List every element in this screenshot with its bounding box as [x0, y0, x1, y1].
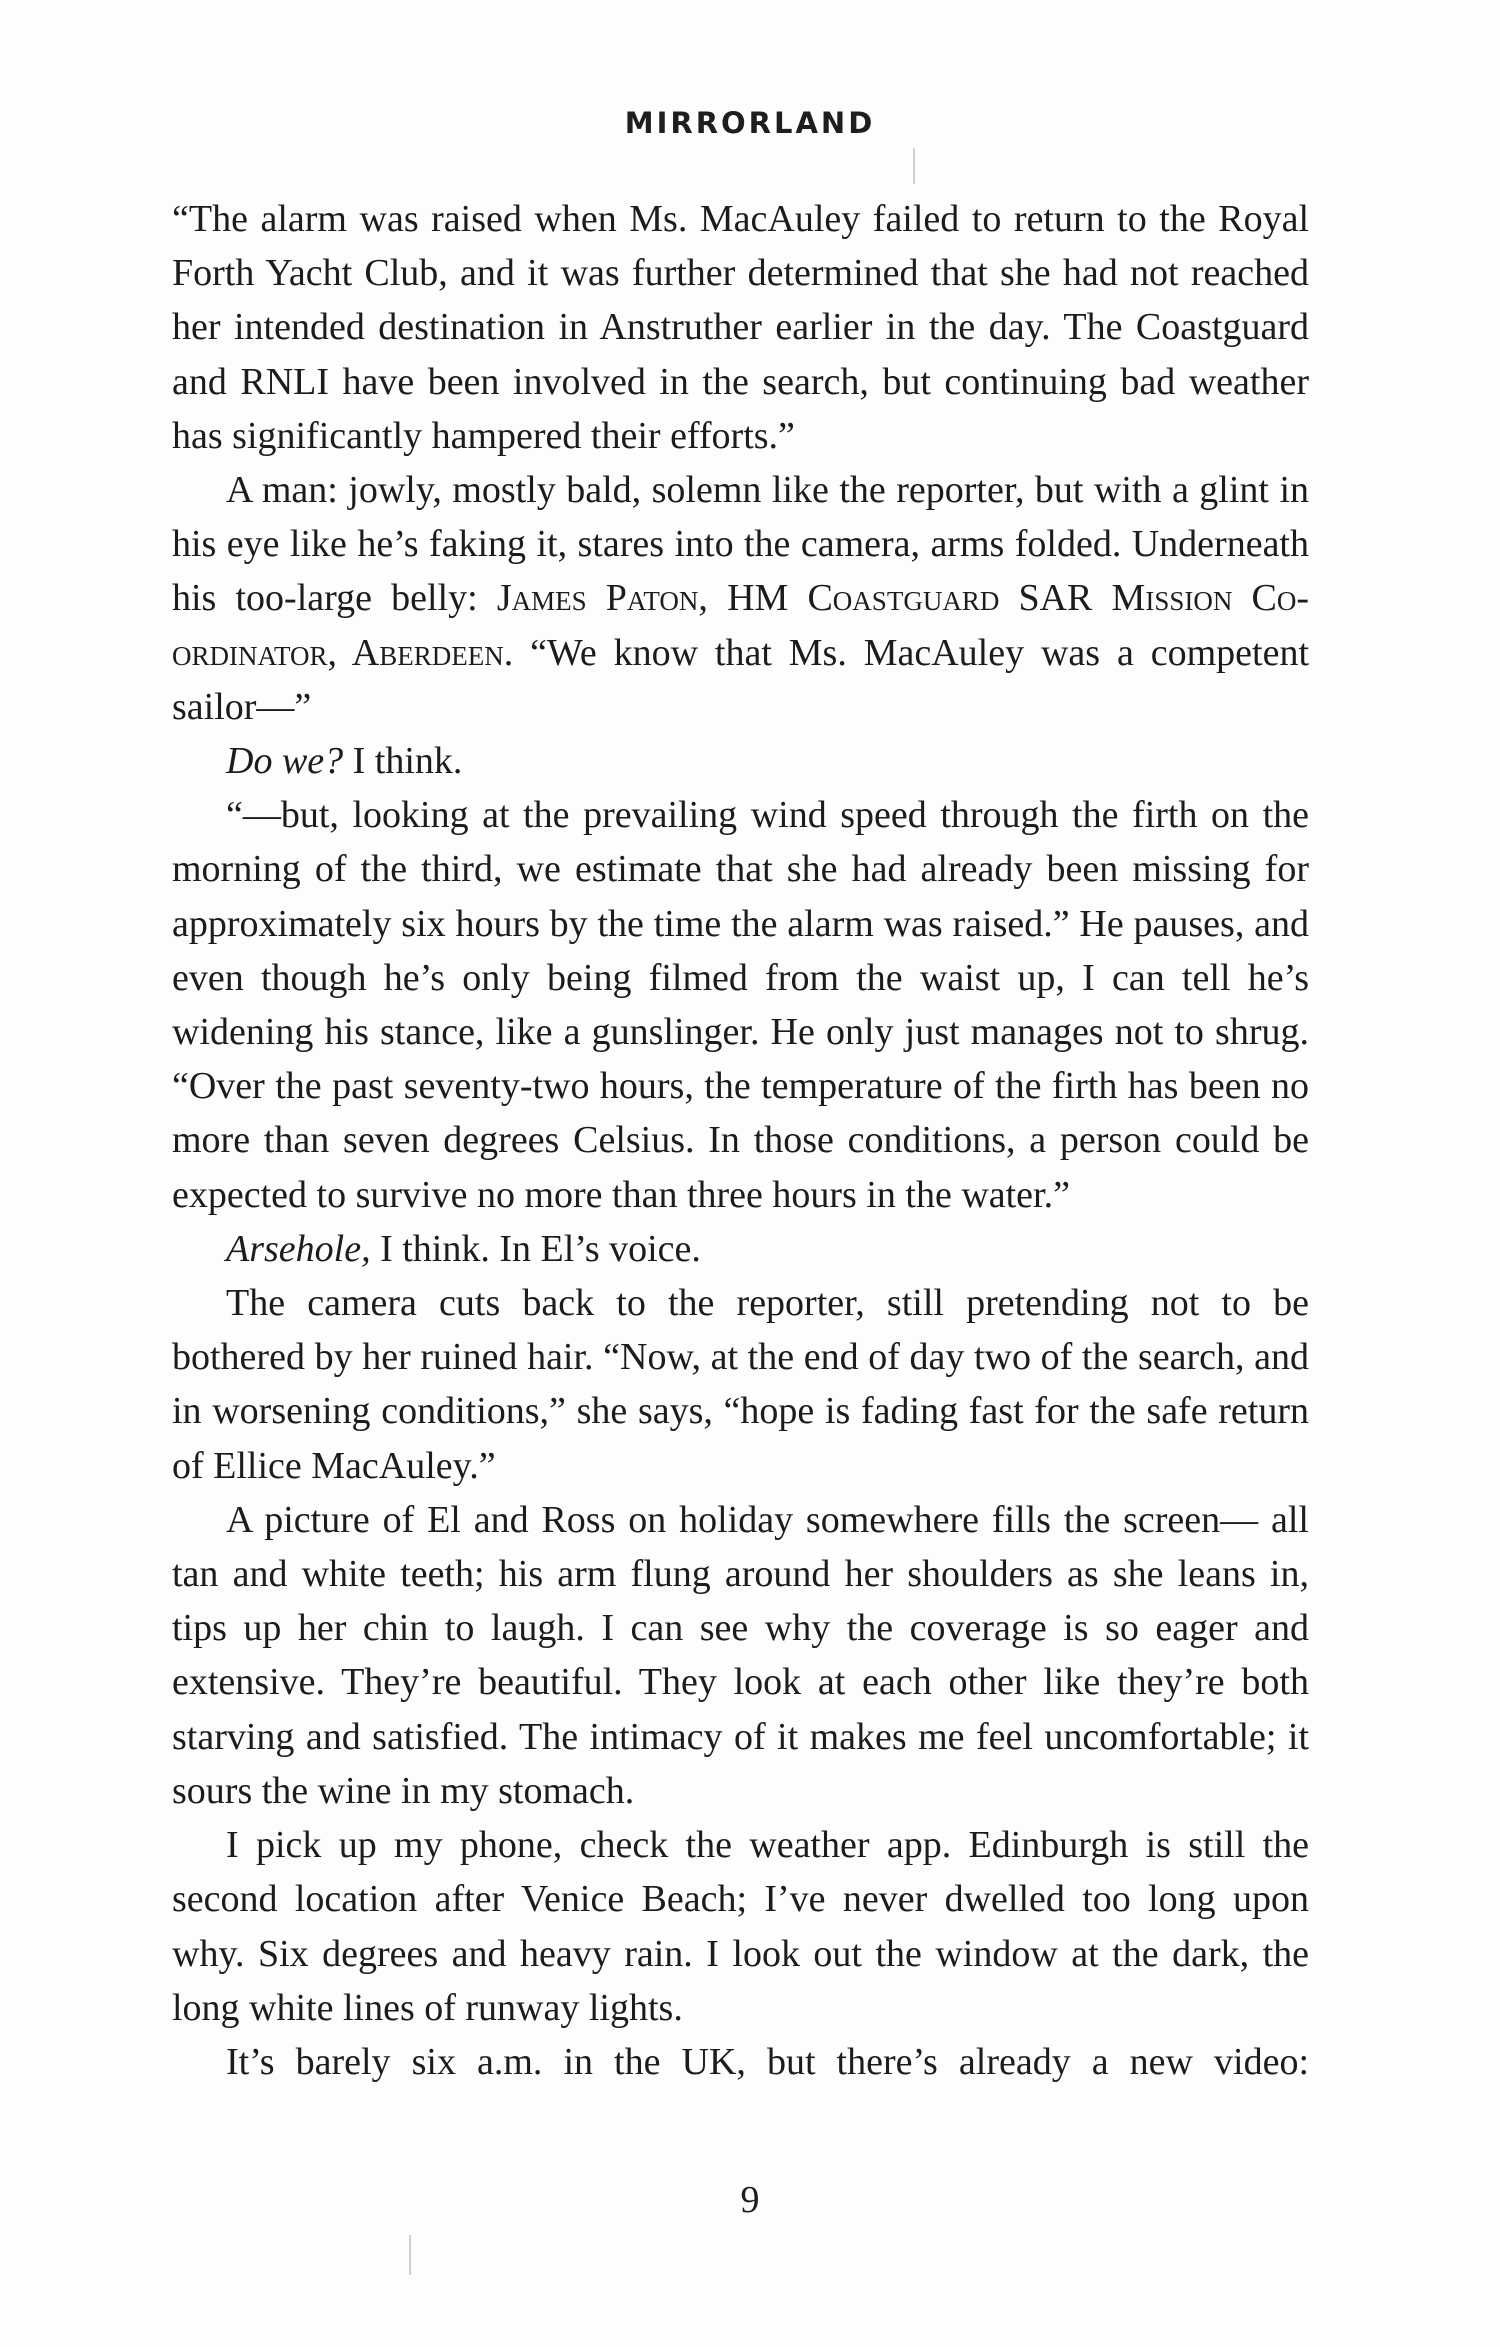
paragraph-2-quote: “We know that Ms. MacAuley was a competent sailor—” [172, 631, 1309, 728]
paragraph-9: It’s barely six a.m. in the UK, but there’s already a new video: [226, 2040, 1309, 2083]
paragraph-5-italic: Arsehole, [226, 1227, 371, 1270]
paragraph-4: “—but, looking at the prevailing wind speed through the firth on the morning of the third, we estimate that she had already been missing for approximately six hours by the time the alarm was raised.” He pauses, and even though he’s only being filmed from the waist up, I can tell he’s widening his stance, like a gunslinger. He only just manages not to shrug. “Over the past seventy-two hours, the temperature of the firth has been no more than seven degrees Celsius. In those conditions, a person could be expected to survive no more than three hours in the water.” [172, 794, 1309, 1216]
body-text [172, 192, 1309, 2089]
paragraph-7: A picture of El and Ross on holiday somewhere fills the screen— all tan and white teeth; his arm flung around her shoulders as she leans in, tips up her chin to laugh. I can see why the coverage is so eager and extensive. They’re beautiful. They look at each other like they’re both starving and satisfied. The intimacy of it makes me feel uncomfortable; it sours the wine in my stomach. [172, 1498, 1309, 1812]
paragraph-3 [172, 734, 1309, 788]
paragraph-2-text: A man: jowly, mostly bald, solemn like the reporter, but with a glint in his eye like he’s faking it, stares into the camera, arms folded. Underneath his too-large belly: [172, 469, 1309, 620]
scan-mark-bottom [409, 2235, 411, 2275]
scan-mark-top [913, 148, 915, 184]
paragraph-3-text: I think. [343, 740, 463, 783]
paragraph-2 [172, 463, 1309, 734]
paragraph-3-italic: Do we? [226, 740, 344, 783]
paragraph-8: I pick up my phone, check the weather app. Edinburgh is still the second location after Venice Beach; I’ve never dwelled too long upon why. Six degrees and heavy rain. I look out the window at the dark, the long white lines of runway lights. [172, 1824, 1309, 2029]
paragraph-1: “The alarm was raised when Ms. MacAuley failed to return to the Royal Forth Yacht Club, and it was further determined that she had not reached her intended destination in Anstruther earlier in the day. The Coastguard and RNLI have been involved in the search, but continuing bad weather has significantly hampered their efforts.” [172, 198, 1309, 457]
running-head: MIRRORLAND [624, 106, 876, 140]
paragraph-5 [172, 1222, 1309, 1276]
caption-name: James Paton, HM Coastguard SAR Mission Co-ordinator, Aberdeen. [172, 577, 1310, 674]
page-number: 9 [740, 2179, 760, 2221]
paragraph-5-text: I think. In El’s voice. [370, 1227, 701, 1270]
paragraph-6: The camera cuts back to the reporter, still pretending not to be bothered by her ruined hair. “Now, at the end of day two of the search, and in worsening conditions,” she says, “hope is fading fast for the safe return of Ellice MacAuley.” [172, 1282, 1309, 1487]
